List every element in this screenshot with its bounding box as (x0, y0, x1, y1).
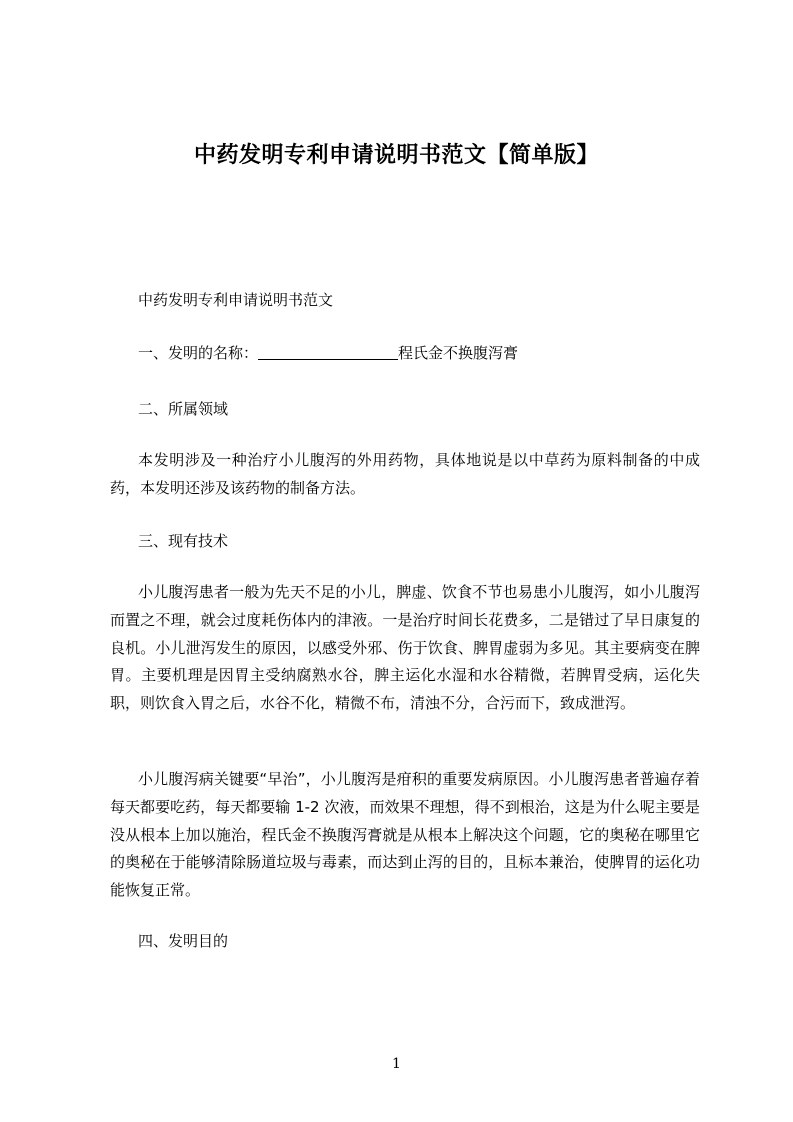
purpose-heading: 四、发明目的 (138, 932, 229, 950)
invention-name-line (138, 343, 518, 363)
document-title: 中药发明专利申请说明书范文【简单版】 (193, 143, 599, 168)
invention-name-blank-line (258, 345, 398, 360)
prior-art-heading: 三、现有技术 (138, 532, 229, 550)
field-paragraph: 本发明涉及一种治疗小儿腹泻的外用药物，具体地说是以中草药为原料制备的中成药，本发明还涉及该药物的制备方法。 (110, 451, 700, 497)
invention-name-label: 一、发明的名称： (138, 344, 259, 362)
document-subtitle: 中药发明专利申请说明书范文 (138, 291, 334, 309)
page-number: 1 (392, 1056, 401, 1072)
prior-art-paragraph-2: 小儿腹泻病关键要“早治”，小儿腹泻是疳积的重要发病原因。小儿腹泻患者普遍存着每天都要吃药，每天都要输 1-2 次液，而效果不理想，得不到根治，这是为什么呢主要是没从根本上加以施治，程氏金不换腹泻膏就是从根本上解决这个问题，它的奥秘在哪里它的奥秘在于能够清除肠道垃圾与毒素，而达到止泻的目的，且标本兼治，使脾胃的运化功能恢复正常。 (110, 770, 700, 900)
prior-art-paragraph-1: 小儿腹泻患者一般为先天不足的小儿，脾虚、饮食不节也易患小儿腹泻，如小儿腹泻而置之不理，就会过度耗伤体内的津液。一是治疗时间长花费多，二是错过了早日康复的良机。小儿泄泻发生的原因，以感受外邪、伤于饮食、脾胃虚弱为多见。其主要病变在脾胃。主要机理是因胃主受纳腐熟水谷，脾主运化水湿和水谷精微，若脾胃受病，运化失职，则饮食入胃之后，水谷不化，精微不布，清浊不分，合污而下，致成泄泻。 (110, 583, 700, 713)
field-heading: 二、所属领域 (138, 400, 229, 418)
invention-name-value: 程氏金不换腹泻膏 (398, 344, 519, 362)
